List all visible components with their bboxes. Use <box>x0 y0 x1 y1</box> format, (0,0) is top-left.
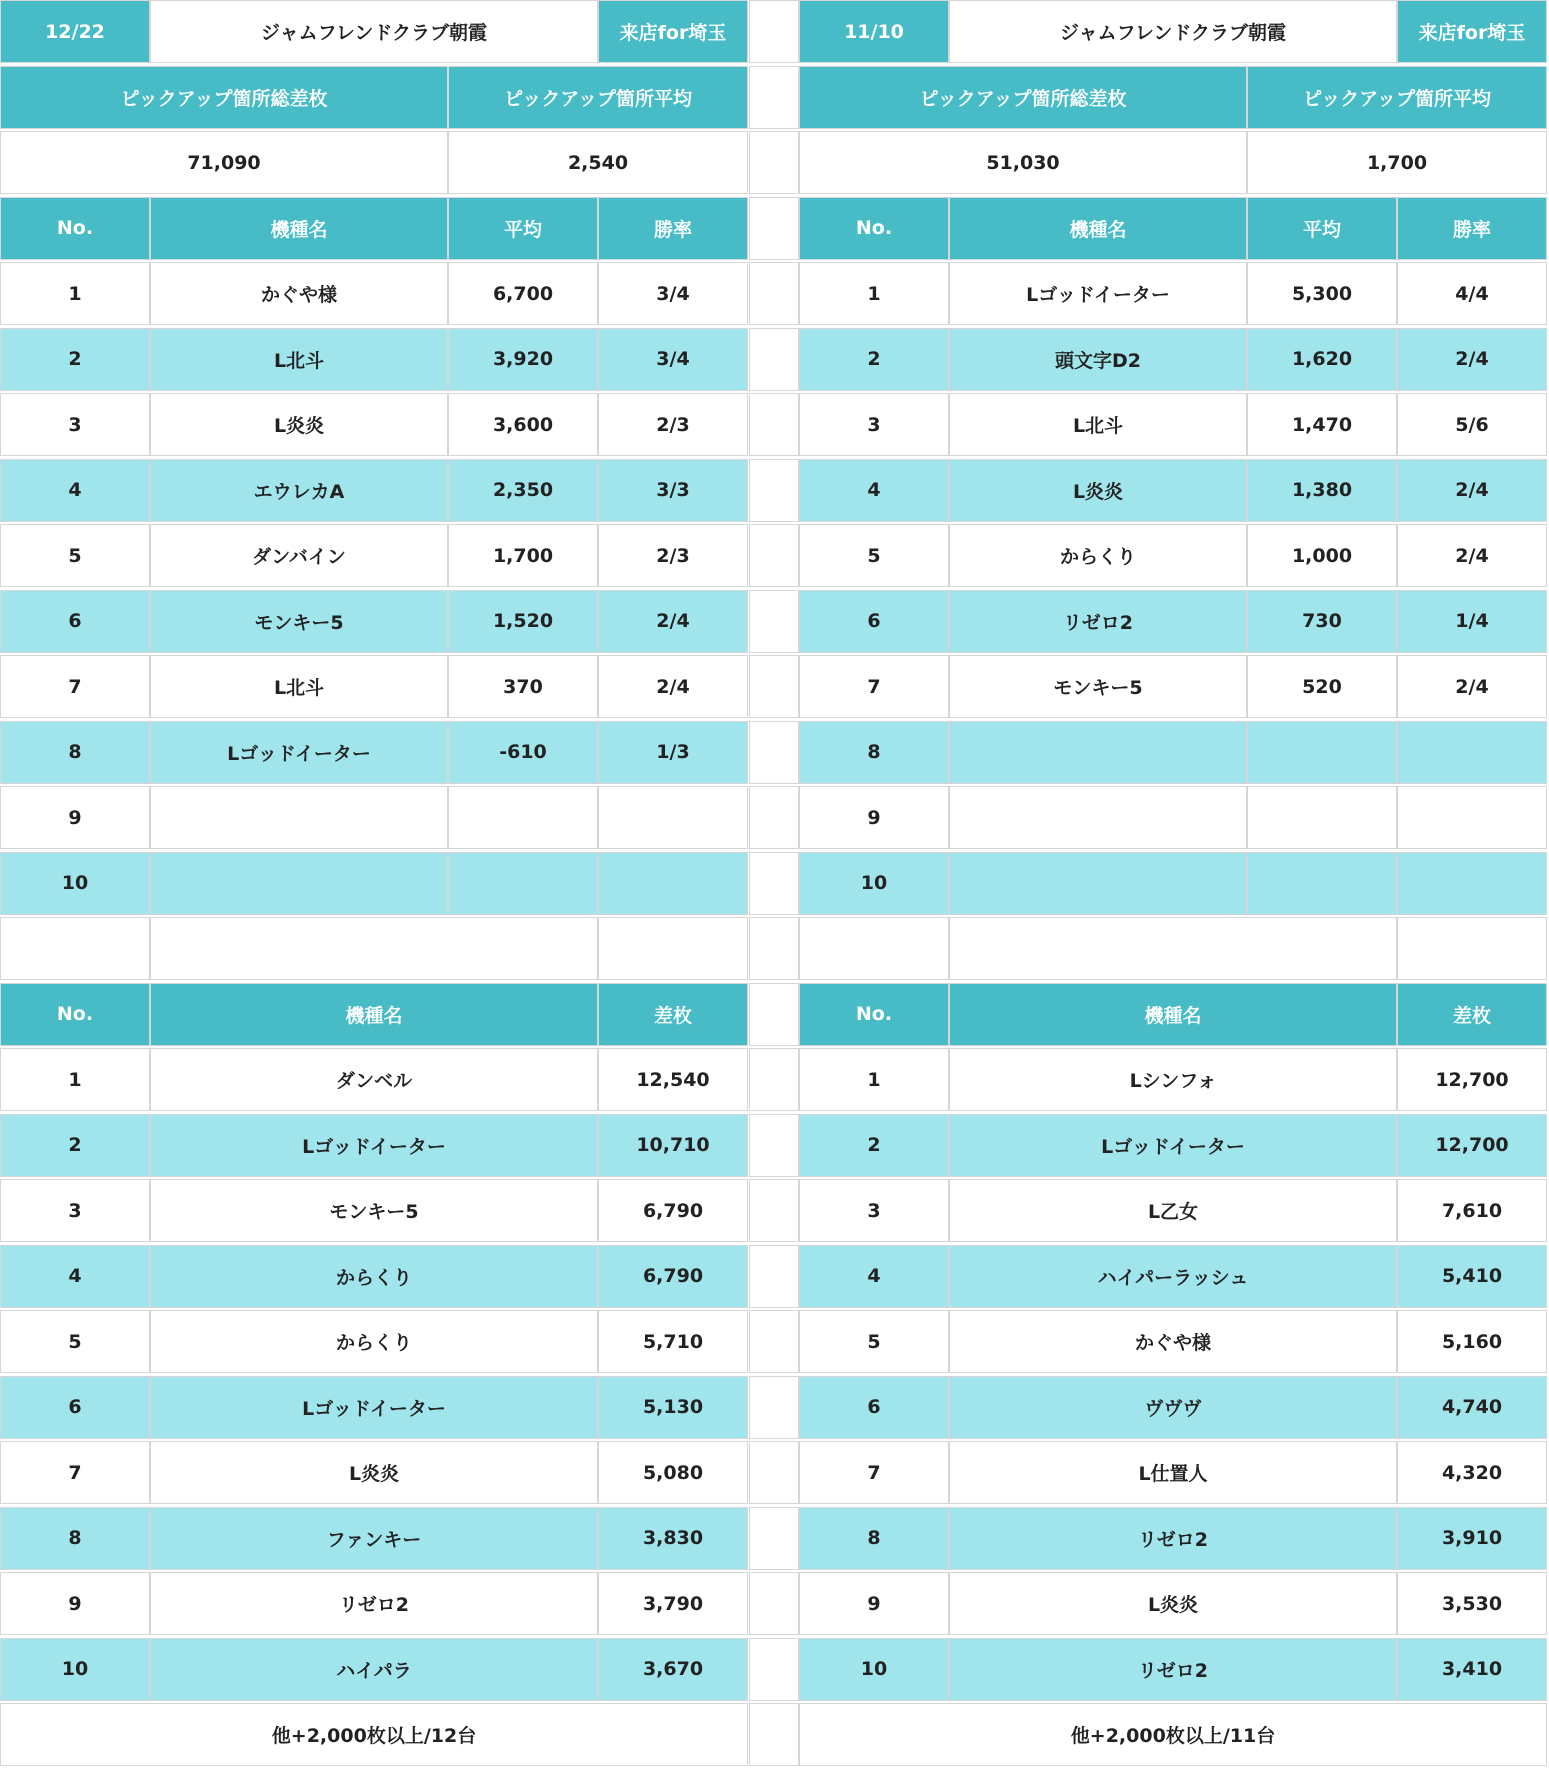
cell-diff: 6,790 <box>598 1179 748 1242</box>
divider-cell <box>749 328 799 391</box>
cell-winrate: 3/3 <box>598 459 748 522</box>
cell-machine: ダンベル <box>150 1048 598 1111</box>
cell-winrate: 2/4 <box>1397 328 1547 391</box>
cell-no: 3 <box>799 1179 949 1242</box>
cell-no: 6 <box>0 1376 150 1439</box>
cell-diff: 6,790 <box>598 1245 748 1308</box>
cell-average <box>1247 852 1397 915</box>
cell-diff: 5,130 <box>598 1376 748 1439</box>
date-cell: 11/10 <box>799 0 949 63</box>
cell-no: 10 <box>0 852 150 915</box>
cell-no: 1 <box>0 1048 150 1111</box>
cell-no: 8 <box>799 721 949 784</box>
cell-machine: L炎炎 <box>150 393 448 456</box>
cell-machine: リゼロ2 <box>949 1638 1397 1701</box>
store-name: ジャムフレンドクラブ朝霞 <box>150 0 598 63</box>
cell-average: 5,300 <box>1247 262 1397 325</box>
cell-winrate <box>598 786 748 849</box>
cell-no: 8 <box>0 721 150 784</box>
cell-winrate <box>598 852 748 915</box>
cell-winrate: 3/4 <box>598 262 748 325</box>
cell-winrate: 1/3 <box>598 721 748 784</box>
cell-machine: からくり <box>949 524 1247 587</box>
col-header-average: 平均 <box>1247 197 1397 260</box>
cell-no: 8 <box>0 1507 150 1570</box>
cell-winrate: 1/4 <box>1397 590 1547 653</box>
footer-note: 他+2,000枚以上/12台 <box>0 1703 748 1766</box>
cell-no: 3 <box>0 393 150 456</box>
col-header-average: 平均 <box>448 197 598 260</box>
divider-cell <box>749 66 799 129</box>
cell-diff: 5,410 <box>1397 1245 1547 1308</box>
cell-machine: L乙女 <box>949 1179 1397 1242</box>
cell-diff: 3,790 <box>598 1572 748 1635</box>
cell-average: 1,380 <box>1247 459 1397 522</box>
divider-cell <box>749 852 799 915</box>
divider-cell <box>749 1179 799 1242</box>
cell-machine: かぐや様 <box>150 262 448 325</box>
cell-no: 4 <box>799 459 949 522</box>
cell-no: 9 <box>0 1572 150 1635</box>
cell-winrate: 3/4 <box>598 328 748 391</box>
cell-average: 2,350 <box>448 459 598 522</box>
cell-no: 10 <box>799 1638 949 1701</box>
col-header-diff: 差枚 <box>598 983 748 1046</box>
divider-cell <box>749 262 799 325</box>
cell-diff: 5,710 <box>598 1310 748 1373</box>
cell-no: 1 <box>799 1048 949 1111</box>
cell-average: -610 <box>448 721 598 784</box>
col-header-no: No. <box>799 197 949 260</box>
cell-winrate: 2/3 <box>598 393 748 456</box>
cell-no: 5 <box>0 1310 150 1373</box>
cell-no: 7 <box>0 655 150 718</box>
cell-no: 10 <box>799 852 949 915</box>
cell-no: 9 <box>799 786 949 849</box>
cell-machine: L炎炎 <box>949 459 1247 522</box>
cell-diff: 4,320 <box>1397 1441 1547 1504</box>
cell-diff: 5,080 <box>598 1441 748 1504</box>
cell-diff: 3,910 <box>1397 1507 1547 1570</box>
spacer-cell <box>0 917 150 980</box>
cell-no: 1 <box>799 262 949 325</box>
col-header-machine: 機種名 <box>949 983 1397 1046</box>
cell-machine <box>949 852 1247 915</box>
cell-machine: Lシンフォ <box>949 1048 1397 1111</box>
cell-machine <box>949 786 1247 849</box>
cell-no: 2 <box>0 328 150 391</box>
summary-total-value: 51,030 <box>799 131 1247 194</box>
cell-machine: L北斗 <box>150 655 448 718</box>
cell-machine: L炎炎 <box>150 1441 598 1504</box>
col-header-diff: 差枚 <box>1397 983 1547 1046</box>
cell-average: 1,520 <box>448 590 598 653</box>
cell-diff: 12,700 <box>1397 1114 1547 1177</box>
cell-winrate: 2/4 <box>1397 655 1547 718</box>
cell-machine: からくり <box>150 1245 598 1308</box>
divider-cell <box>749 1048 799 1111</box>
cell-machine: Lゴッドイーター <box>150 721 448 784</box>
divider-cell <box>749 131 799 194</box>
cell-average: 1,470 <box>1247 393 1397 456</box>
divider-cell <box>749 1114 799 1177</box>
cell-machine: モンキー5 <box>150 1179 598 1242</box>
col-header-no: No. <box>0 197 150 260</box>
divider-cell <box>749 1376 799 1439</box>
divider-cell <box>749 983 799 1046</box>
cell-machine <box>150 786 448 849</box>
cell-average: 1,620 <box>1247 328 1397 391</box>
divider-cell <box>749 1441 799 1504</box>
cell-no: 3 <box>799 393 949 456</box>
divider-cell <box>749 590 799 653</box>
divider-cell <box>749 459 799 522</box>
cell-diff: 10,710 <box>598 1114 748 1177</box>
cell-average: 6,700 <box>448 262 598 325</box>
summary-average-header: ピックアップ箇所平均 <box>448 66 748 129</box>
cell-machine: L北斗 <box>949 393 1247 456</box>
divider-cell <box>749 1310 799 1373</box>
cell-machine: ハイパラ <box>150 1638 598 1701</box>
cell-average <box>448 786 598 849</box>
cell-machine: L炎炎 <box>949 1572 1397 1635</box>
divider-cell <box>749 197 799 260</box>
cell-no: 8 <box>799 1507 949 1570</box>
cell-no: 1 <box>0 262 150 325</box>
summary-average-header: ピックアップ箇所平均 <box>1247 66 1547 129</box>
cell-winrate <box>1397 786 1547 849</box>
divider-cell <box>749 524 799 587</box>
cell-machine: リゼロ2 <box>949 590 1247 653</box>
cell-machine: エウレカA <box>150 459 448 522</box>
cell-winrate <box>1397 721 1547 784</box>
cell-diff: 3,830 <box>598 1507 748 1570</box>
col-header-machine: 機種名 <box>150 983 598 1046</box>
cell-winrate: 2/4 <box>598 655 748 718</box>
cell-no: 9 <box>799 1572 949 1635</box>
date-cell: 12/22 <box>0 0 150 63</box>
cell-no: 3 <box>0 1179 150 1242</box>
spacer-cell <box>949 917 1397 980</box>
col-header-winrate: 勝率 <box>1397 197 1547 260</box>
cell-machine: 頭文字D2 <box>949 328 1247 391</box>
divider-cell <box>749 655 799 718</box>
cell-average <box>1247 721 1397 784</box>
cell-average: 370 <box>448 655 598 718</box>
divider-cell <box>749 917 799 980</box>
col-header-winrate: 勝率 <box>598 197 748 260</box>
cell-average <box>448 852 598 915</box>
summary-total-header: ピックアップ箇所総差枚 <box>0 66 448 129</box>
cell-winrate <box>1397 852 1547 915</box>
cell-machine: リゼロ2 <box>949 1507 1397 1570</box>
cell-machine: ダンバイン <box>150 524 448 587</box>
col-header-no: No. <box>799 983 949 1046</box>
col-header-machine: 機種名 <box>150 197 448 260</box>
cell-winrate: 2/3 <box>598 524 748 587</box>
cell-machine: L仕置人 <box>949 1441 1397 1504</box>
divider-cell <box>749 1245 799 1308</box>
cell-no: 9 <box>0 786 150 849</box>
cell-diff: 7,610 <box>1397 1179 1547 1242</box>
cell-no: 7 <box>799 655 949 718</box>
cell-machine: からくり <box>150 1310 598 1373</box>
cell-machine: モンキー5 <box>949 655 1247 718</box>
cell-no: 5 <box>799 524 949 587</box>
cell-machine: Lゴッドイーター <box>949 1114 1397 1177</box>
cell-machine: Lゴッドイーター <box>949 262 1247 325</box>
cell-average: 3,920 <box>448 328 598 391</box>
col-header-machine: 機種名 <box>949 197 1247 260</box>
visit-tag: 来店for埼玉 <box>1397 0 1547 63</box>
divider-cell <box>749 0 799 63</box>
cell-diff: 3,670 <box>598 1638 748 1701</box>
spacer-cell <box>150 917 598 980</box>
footer-note: 他+2,000枚以上/11台 <box>799 1703 1547 1766</box>
spacer-cell <box>799 917 949 980</box>
cell-winrate: 2/4 <box>1397 459 1547 522</box>
summary-average-value: 1,700 <box>1247 131 1547 194</box>
cell-no: 6 <box>0 590 150 653</box>
cell-diff: 12,700 <box>1397 1048 1547 1111</box>
cell-no: 4 <box>0 1245 150 1308</box>
cell-winrate: 4/4 <box>1397 262 1547 325</box>
divider-cell <box>749 786 799 849</box>
summary-total-value: 71,090 <box>0 131 448 194</box>
cell-average: 1,700 <box>448 524 598 587</box>
divider-cell <box>749 1638 799 1701</box>
divider-cell <box>749 1572 799 1635</box>
cell-machine: かぐや様 <box>949 1310 1397 1373</box>
store-name: ジャムフレンドクラブ朝霞 <box>949 0 1397 63</box>
divider-cell <box>749 1703 799 1766</box>
cell-average <box>1247 786 1397 849</box>
cell-no: 2 <box>799 1114 949 1177</box>
cell-no: 4 <box>799 1245 949 1308</box>
cell-diff: 5,160 <box>1397 1310 1547 1373</box>
cell-winrate: 5/6 <box>1397 393 1547 456</box>
spacer-cell <box>1397 917 1547 980</box>
cell-no: 5 <box>799 1310 949 1373</box>
cell-winrate: 2/4 <box>598 590 748 653</box>
col-header-no: No. <box>0 983 150 1046</box>
cell-diff: 4,740 <box>1397 1376 1547 1439</box>
cell-no: 7 <box>799 1441 949 1504</box>
visit-tag: 来店for埼玉 <box>598 0 748 63</box>
cell-machine: ハイパーラッシュ <box>949 1245 1397 1308</box>
cell-no: 6 <box>799 1376 949 1439</box>
divider-cell <box>749 393 799 456</box>
cell-machine <box>150 852 448 915</box>
cell-diff: 3,410 <box>1397 1638 1547 1701</box>
cell-diff: 12,540 <box>598 1048 748 1111</box>
cell-diff: 3,530 <box>1397 1572 1547 1635</box>
cell-average: 520 <box>1247 655 1397 718</box>
cell-no: 10 <box>0 1638 150 1701</box>
cell-machine: モンキー5 <box>150 590 448 653</box>
cell-average: 730 <box>1247 590 1397 653</box>
cell-no: 2 <box>799 328 949 391</box>
cell-machine: Lゴッドイーター <box>150 1114 598 1177</box>
cell-machine: L北斗 <box>150 328 448 391</box>
cell-machine: リゼロ2 <box>150 1572 598 1635</box>
cell-winrate: 2/4 <box>1397 524 1547 587</box>
center-divider <box>749 0 799 1774</box>
cell-no: 5 <box>0 524 150 587</box>
summary-total-header: ピックアップ箇所総差枚 <box>799 66 1247 129</box>
cell-no: 2 <box>0 1114 150 1177</box>
cell-machine: Lゴッドイーター <box>150 1376 598 1439</box>
divider-cell <box>749 1507 799 1570</box>
spacer-cell <box>598 917 748 980</box>
divider-cell <box>749 721 799 784</box>
cell-average: 1,000 <box>1247 524 1397 587</box>
cell-no: 7 <box>0 1441 150 1504</box>
cell-no: 4 <box>0 459 150 522</box>
cell-no: 6 <box>799 590 949 653</box>
cell-machine: ヴヴヴ <box>949 1376 1397 1439</box>
cell-machine <box>949 721 1247 784</box>
summary-average-value: 2,540 <box>448 131 748 194</box>
cell-machine: ファンキー <box>150 1507 598 1570</box>
cell-average: 3,600 <box>448 393 598 456</box>
